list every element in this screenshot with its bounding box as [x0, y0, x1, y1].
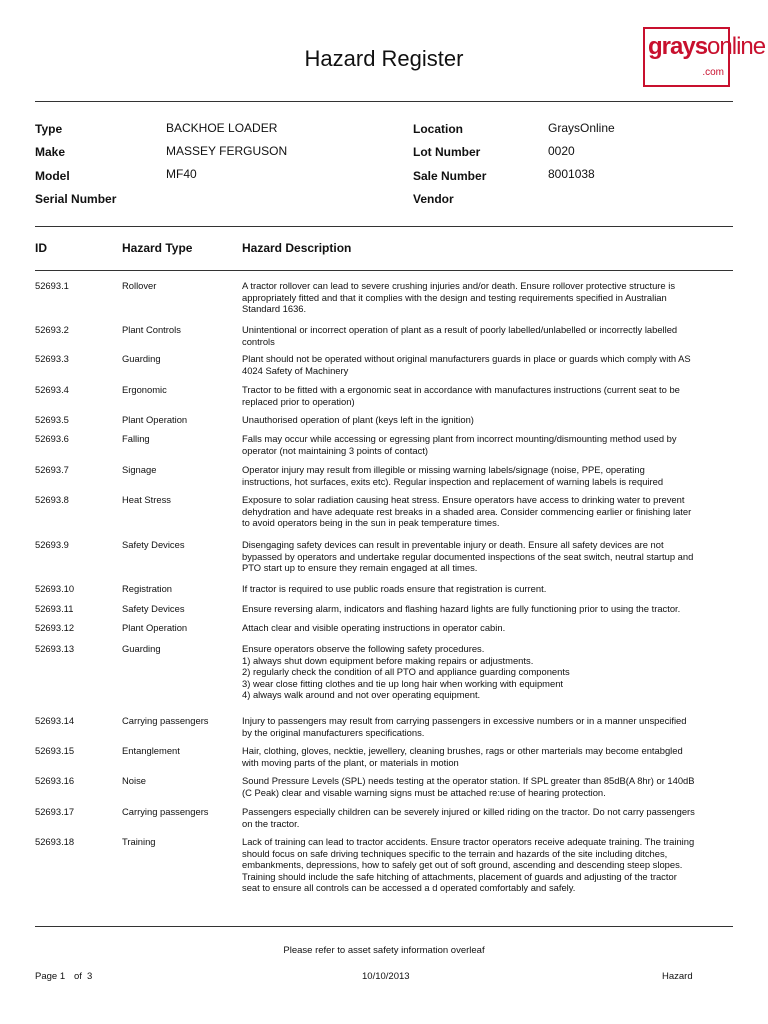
logo-word-a: grays [648, 33, 708, 60]
hazard-description [242, 603, 681, 615]
description-line: instructions, hot surfaces, exits etc). Regular inspection and replacement of warning labels is required [242, 475, 664, 487]
hazard-id: 52693.4 [35, 384, 69, 395]
description-line: Unintentional or incorrect operation of plant as a result of poorly labelled/unlabelled or incorrectly labelled [242, 324, 678, 335]
description-line: 4024 Safety of Machinery [242, 364, 349, 376]
hazard-description [242, 280, 676, 315]
make-label: Make [35, 145, 66, 159]
table-bottom-divider [35, 926, 733, 927]
hazard-type: Safety Devices [122, 603, 185, 614]
header-divider [35, 101, 733, 102]
footer-note: Please refer to asset safety information overleaf [283, 945, 485, 956]
hazard-id: 52693.14 [35, 715, 75, 726]
hazard-type: Entanglement [122, 745, 180, 756]
hazard-id: 52693.13 [35, 643, 75, 654]
hazard-type: Carrying passengers [122, 806, 209, 817]
description-line: (C Peak) clear and visable warning signs must be attached re:use of hearing protection. [242, 786, 606, 798]
description-line: 3) wear close fitting clothes and tie up long hair when working with equipment [242, 677, 564, 689]
hazard-id: 52693.12 [35, 622, 75, 633]
hazard-type: Rollover [122, 280, 157, 291]
description-line: If tractor is required to use public roads ensure that registration is current. [242, 583, 547, 594]
description-line: Unauthorised operation of plant (keys left in the ignition) [242, 414, 474, 425]
logo-wordmark [648, 35, 765, 59]
hazard-description [242, 806, 695, 829]
description-line: should focus on safe driving techniques specific to the terrain and hazards of the site including ditches, [242, 847, 668, 859]
hazard-type: Training [122, 836, 156, 847]
hazard-type: Falling [122, 433, 150, 444]
description-line: Operator injury may result from illegible or missing warning labels/signage (noise, PPE, operating [242, 464, 645, 475]
model-value: MF40 [166, 167, 197, 181]
hazard-description [242, 414, 642, 426]
description-line: 2) regularly check the condition of all PTO and appliance guarding components [242, 666, 570, 677]
description-line: Plant should not be operated without original manufacturers guards in place or guards which comply with AS [242, 353, 691, 364]
hazard-description [242, 622, 642, 634]
logo-suffix: .com [702, 67, 724, 78]
footer-doc-label: Hazard [662, 971, 693, 982]
description-line: on the tractor. [242, 817, 300, 829]
footer-date: 10/10/2013 [362, 971, 410, 982]
description-line: by the original manufacturers specifications. [242, 726, 425, 738]
hazard-description [242, 643, 642, 701]
hazard-id: 52693.9 [35, 539, 69, 550]
hazard-type: Guarding [122, 643, 161, 654]
hazard-type: Plant Operation [122, 622, 188, 633]
description-line: seat to ensure all controls can be accessed a d operated comfortably and safely. [242, 882, 576, 893]
hazard-description [242, 539, 694, 574]
hazard-id: 52693.1 [35, 280, 69, 291]
type-label: Type [35, 122, 63, 136]
model-label: Model [35, 169, 70, 183]
location-value: GraysOnline [548, 121, 615, 135]
description-line: A tractor rollover can lead to severe crushing injuries and/or death. Ensure rollover protective structure is [242, 280, 676, 291]
hazard-description [242, 836, 695, 894]
description-line: 4) always walk around and not over operating equipment. [242, 689, 481, 700]
hazard-type: Noise [122, 775, 146, 786]
hazard-type: Safety Devices [122, 539, 185, 550]
description-line: to avoid operators being in the sun in peak temperature times. [242, 517, 500, 528]
description-line: Tractor to be fitted with a ergonomic seat in accordance with manufactures instructions (current seat to be [242, 384, 680, 395]
description-line: Ensure reversing alarm, indicators and flashing hazard lights are fully functioning prior to using the tractor. [242, 603, 681, 614]
description-line: Hair, clothing, gloves, necktie, jewellery, cleaning brushes, rags or other marterials may become entabgled [242, 745, 683, 756]
hazard-id: 52693.17 [35, 806, 75, 817]
hazard-description [242, 775, 695, 798]
details-divider [35, 226, 733, 227]
description-line: bypassed by operators and undertake regular documented inspections of the seat switch, neutral startup and [242, 550, 694, 562]
logo-word-b: online [707, 33, 766, 60]
hazard-description [242, 494, 692, 529]
description-line: Ensure operators observe the following safety procedures. [242, 643, 485, 654]
hazard-description [242, 715, 687, 738]
hazard-description [242, 745, 683, 768]
hazard-id: 52693.2 [35, 324, 69, 335]
make-value: MASSEY FERGUSON [166, 144, 288, 158]
hazard-type: Carrying passengers [122, 715, 209, 726]
hazard-id: 52693.6 [35, 433, 69, 444]
hazard-id: 52693.8 [35, 494, 69, 505]
hazard-type: Guarding [122, 353, 161, 364]
table-header-divider [35, 270, 733, 271]
type-value: BACKHOE LOADER [166, 121, 278, 135]
serial-number-label: Serial Number [35, 192, 117, 206]
hazard-id: 52693.5 [35, 414, 69, 425]
sale-number-label: Sale Number [413, 169, 487, 183]
column-header-hazard-description: Hazard Description [242, 241, 352, 255]
hazard-description [242, 324, 678, 347]
vendor-label: Vendor [413, 192, 454, 206]
hazard-id: 52693.3 [35, 353, 69, 364]
description-line: controls [242, 335, 275, 347]
sale-number-value: 8001038 [548, 167, 595, 181]
hazard-type: Signage [122, 464, 157, 475]
description-line: Lack of training can lead to tractor accidents. Ensure tractor operators receive adequate training. The training [242, 836, 695, 847]
column-header-hazard-type: Hazard Type [122, 241, 193, 255]
description-line: operator (not maintaining 3 points of contact) [242, 444, 429, 456]
hazard-id: 52693.16 [35, 775, 75, 786]
hazard-description [242, 353, 691, 376]
hazard-description [242, 464, 664, 487]
hazard-id: 52693.7 [35, 464, 69, 475]
hazard-type: Ergonomic [122, 384, 167, 395]
hazard-id: 52693.10 [35, 583, 75, 594]
location-label: Location [413, 122, 463, 136]
description-line: embankments, depressions, how to safely get out of soft ground, ascending and descending steep slopes. [242, 859, 683, 870]
description-line: PTO start up to ensure they remain engaged at all times. [242, 562, 478, 573]
description-line: appropriately fitted and that it complies with the design and testing requirements specified in Australian [242, 291, 667, 303]
description-line: Training should include the safe hitching of attachments, placement of guards and adjusting of the tractor [242, 870, 677, 882]
description-line: Disengaging safety devices can result in preventable injury or death. Ensure all safety devices are not [242, 539, 664, 550]
hazard-id: 52693.11 [35, 603, 74, 614]
page-title: Hazard Register [304, 46, 464, 71]
hazard-id: 52693.15 [35, 745, 75, 756]
description-line: Attach clear and visible operating instructions in operator cabin. [242, 622, 506, 633]
hazard-type: Plant Controls [122, 324, 181, 335]
lot-number-value: 0020 [548, 144, 575, 158]
graysonline-logo [643, 27, 766, 87]
description-line: Standard 1636. [242, 303, 307, 314]
total-pages: 3 [87, 971, 93, 982]
page-of-label: of [74, 971, 82, 982]
description-line: 1) always shut down equipment before making repairs or adjustments. [242, 654, 534, 666]
description-line: with moving parts of the plant, or materials in motion [242, 756, 459, 768]
hazard-description [242, 384, 680, 407]
column-header-id: ID [35, 241, 47, 255]
description-line: Passengers especially children can be severely injured or killed riding on the tractor. Do not carry passengers [242, 806, 695, 817]
hazard-type: Heat Stress [122, 494, 171, 505]
hazard-id: 52693.18 [35, 836, 75, 847]
hazard-description [242, 583, 642, 595]
description-line: Sound Pressure Levels (SPL) needs testing at the operator station. If SPL greater than 85dB(A 8hr) or 140dB [242, 775, 695, 786]
hazard-description [242, 433, 677, 456]
description-line: dehydration and have adequate rest breaks in a shaded area. Consider commencing earlier or finishing later [242, 505, 692, 517]
page-label: Page 1 [35, 971, 66, 982]
hazard-type: Registration [122, 583, 173, 594]
description-line: Falls may occur while accessing or egressing plant from incorrect mounting/dismounting method used by [242, 433, 677, 444]
description-line: replaced prior to operation) [242, 395, 355, 407]
description-line: Exposure to solar radiation causing heat stress. Ensure operators have access to drinking water to prevent [242, 494, 685, 505]
lot-number-label: Lot Number [413, 145, 481, 159]
description-line: Injury to passengers may result from carrying passengers in excessive numbers or in a manner unspecified [242, 715, 687, 726]
hazard-type: Plant Operation [122, 414, 188, 425]
